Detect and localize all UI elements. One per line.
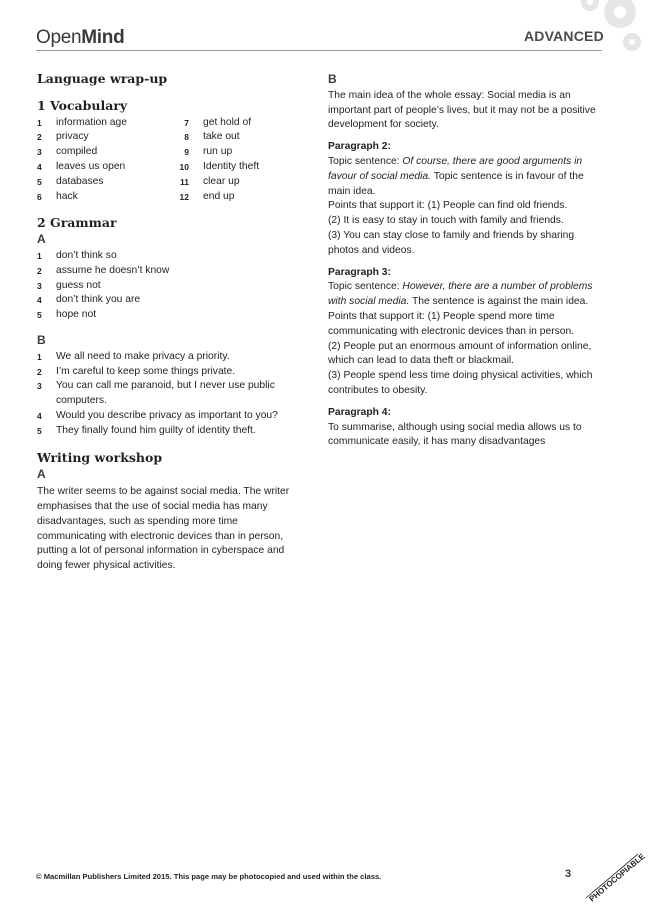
list-item: 7 get hold of [184,116,252,128]
paragraph-3-point: (3) People spend less time doing physical activities, which contributes to obesity. [328,370,593,396]
list-item: 2 I’m careful to keep some things private. [37,365,236,377]
grammar-b-label: B [37,332,46,347]
paragraph-2-point: (2) It is easy to stay in touch with family and friends. [328,215,564,227]
brand-logo [36,27,124,49]
writing-a-text: The writer seems to be against social media. The writer emphasises that the use of social media has many disadvantages, such as spending more time communicating with electronic devices than in person, putting a lot of personal information in cyberspace and doing fewer physical activities. [37,486,290,572]
list-item: 1 don’t think so [37,249,117,261]
brand-bold: Mind [81,27,125,48]
list-item: 6 hack [37,190,78,202]
grammar-title: 2 Grammar [37,215,117,231]
list-item: 4 don’t think you are [37,294,141,306]
paragraph-3-point: Points that support it: (1) People spend more time communicating with electronic devices than in person. [328,310,575,337]
header-rule [36,50,602,51]
page-header [0,0,638,56]
paragraph-3-point: (2) People put an enormous amount of information online, which can lead to data theft or blackmail. [328,340,592,367]
list-item: 3 guess not [37,279,101,291]
vocab-title: 1 Vocabulary [37,97,128,113]
list-item: 1 information age [37,116,127,128]
stamp-text: PHOTOCOPIABLE [587,851,647,904]
list-item: 4 leaves us open [37,160,126,172]
photocopiable-stamp [572,848,652,904]
page-number: 3 [565,868,572,880]
writing-a-label: A [37,467,46,482]
paragraph-3-heading: Paragraph 3: [328,266,391,278]
list-item: 10 Identity theft [179,160,260,172]
list-item: 5 hope not [37,309,97,321]
copyright-notice: © Macmillan Publishers Limited 2015. This page may be photocopied and used within the class. [36,872,382,881]
grammar-b-list [37,350,305,439]
list-item: 1 We all need to make privacy a priority. [37,350,230,362]
vocab-list [37,116,305,205]
right-column [328,72,598,450]
left-column [37,72,305,574]
list-item: 2 privacy [37,131,89,143]
paragraph-2-point: Points that support it: (1) People can find old friends. [328,200,568,212]
paragraph-2-heading: Paragraph 2: [328,141,391,153]
list-item: 3 compiled [37,146,98,158]
list-item: 5 They finally found him guilty of identity theft. [37,424,256,436]
list-item: 4 Would you describe privacy as important to you? [37,409,278,421]
list-item: 8 take out [184,131,240,143]
grammar-a-label: A [37,232,46,247]
main-idea: The main idea of the whole essay: Social media is an important part of people’s lives, but it may not be a positive development for society. [328,89,596,131]
b-label: B [328,72,337,86]
level-badge: ADVANCED [524,28,604,44]
list-item: 11 clear up [180,175,240,187]
wrapup-title: Language wrap-up [37,71,168,86]
paragraph-4-text: To summarise, although using social media allows us to communicate easily, it has many disadvantages [328,421,582,448]
writing-title: Writing workshop [37,449,163,465]
grammar-a-list [37,249,305,323]
list-item: 9 run up [184,146,233,158]
list-item: 12 end up [179,190,235,202]
list-item: 5 databases [37,175,104,187]
gears-icon [528,0,638,56]
paragraph-3-topic: Topic sentence: However, there are a number of problems with social media. The sentence is against the main idea. [328,281,593,308]
list-item: 3 You can call me paranoid, but I never use public computers. [37,380,275,407]
paragraph-4-heading: Paragraph 4: [328,406,391,418]
brand-light: Open [36,27,82,48]
paragraph-2-point: (3) You can stay close to family and friends by sharing photos and videos. [328,229,575,256]
paragraph-2-topic: Topic sentence: Of course, there are good arguments in favour of social media. Topic sentence is in favour of the main idea. [328,155,584,197]
list-item: 2 assume he doesn’t know [37,264,170,276]
